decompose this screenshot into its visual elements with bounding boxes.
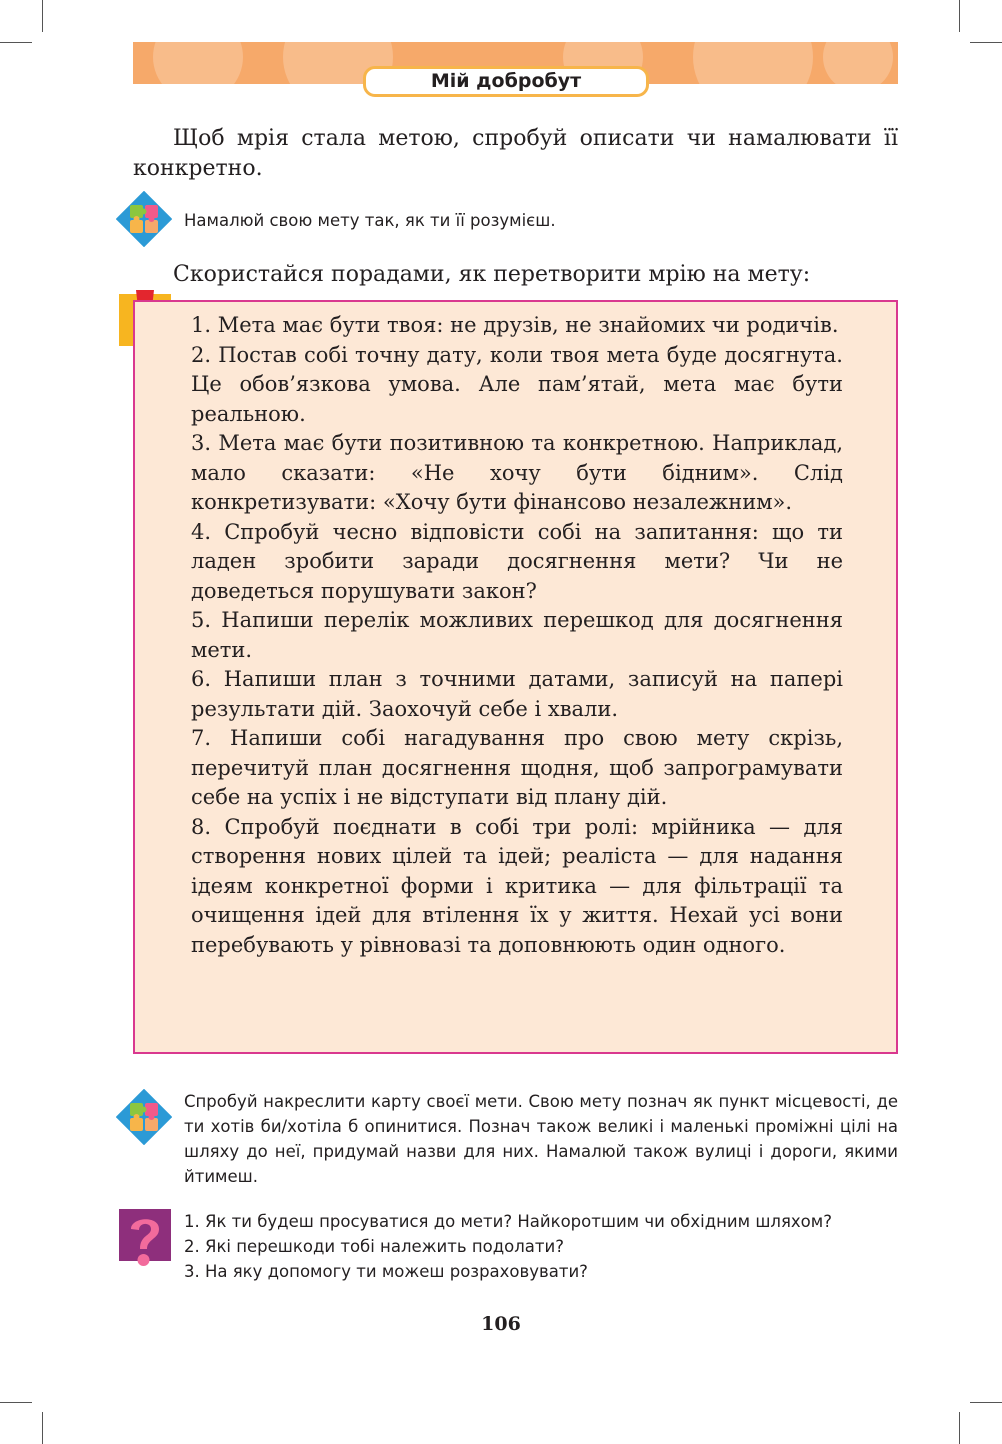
activity-goal-map: Спробуй накреслити карту своєї мети. Свою мету познач як пункт місцевості, де ти хотів би/хотіла б опинитися. Познач також великі і маленькі проміжні цілі на шляху до неї, придумай назви для них. Намалюй також вулиці і дороги, якими йтимеш. <box>184 1092 898 1186</box>
tips-box <box>133 300 898 1054</box>
page-number: 106 <box>481 1313 521 1335</box>
crop-mark <box>959 0 960 32</box>
crop-mark <box>0 42 32 43</box>
questions-list <box>184 1209 924 1284</box>
tips-list <box>191 311 843 960</box>
crop-mark <box>970 42 1002 43</box>
question-item: 3. На яку допомогу ти можеш розраховувати? <box>184 1262 588 1281</box>
tip-item: 5. Напиши перелік можливих перешкод для досягнення мети. <box>191 608 843 662</box>
crop-mark <box>42 1412 43 1444</box>
activity-draw-goal: Намалюй свою мету так, як ти її розумієш. <box>184 211 556 230</box>
intro-paragraph: Щоб мрія стала метою, спробуй описати чи намалювати її конкретно. <box>133 126 898 181</box>
section-title: Мій добробут <box>363 66 649 97</box>
tip-item: 4. Спробуй чесно відповісти собі на запитання: що ти ладен зробити заради досягнення мети? Чи не доведеться порушувати закон? <box>191 519 843 603</box>
tip-item: 6. Напиши план з точними датами, записуй на папері результати дій. Заохочуй себе і хвали. <box>191 667 843 721</box>
crop-mark <box>959 1412 960 1444</box>
crop-mark <box>970 1402 1002 1403</box>
question-item: 2. Які перешкоди тобі належить подолати? <box>184 1237 564 1256</box>
tip-item: 2. Постав собі точну дату, коли твоя мета буде досягнута. Це обов’язкова умова. Але пам’ятай, мета має бути реальною. <box>191 342 843 426</box>
question-item: 1. Як ти будеш просуватися до мети? Найкоротшим чи обхідним шляхом? <box>184 1212 832 1231</box>
crop-mark <box>42 0 43 32</box>
tips-lead: Скористайся порадами, як перетворити мрію на мету: <box>173 262 811 287</box>
tip-item: 7. Напиши собі нагадування про свою мету скрізь, перечитуй план досягнення щодня, щоб запрограмувати себе на успіх і не відступати від плану дій. <box>191 726 843 809</box>
tip-item: 8. Спробуй поєднати в собі три ролі: мрійника — для створення нових цілей та ідей; реаліста — для надання ідеям конкретної форми і критика — для фільтрації та очищення ідей для втілення їх у життя. Нехай усі вони перебувають у рівновазі та доповнюють один одного. <box>191 814 843 957</box>
crop-mark <box>0 1402 32 1403</box>
tip-item: 3. Мета має бути позитивною та конкретною. Наприклад, мало сказати: «Не хочу бути бідним». Слід конкретизувати: «Хочу бути фінансово незалежним». <box>191 431 843 514</box>
tip-item: 1. Мета має бути твоя: не друзів, не знайомих чи родичів. <box>191 313 839 337</box>
question-mark-icon <box>119 1209 171 1269</box>
puzzle-icon <box>116 191 172 247</box>
puzzle-icon <box>116 1089 172 1145</box>
